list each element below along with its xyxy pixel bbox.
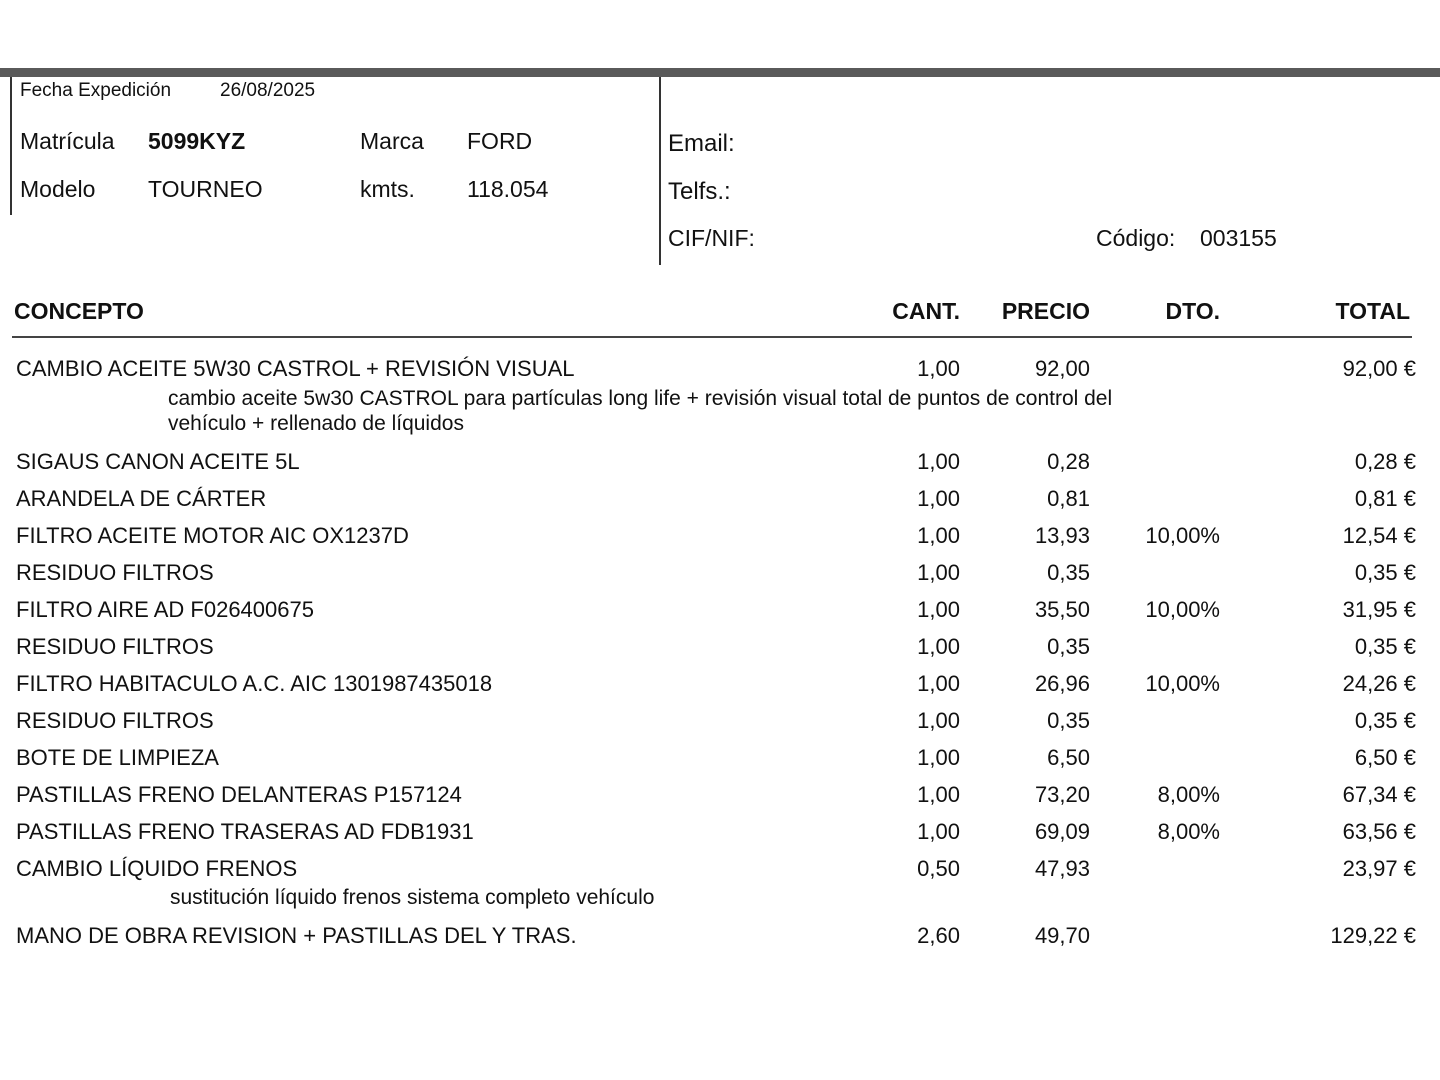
cell-total: 63,56 € — [1342, 819, 1416, 844]
cell-total: 0,81 € — [1354, 486, 1416, 511]
header-divider — [659, 77, 661, 265]
table-row — [0, 486, 1440, 516]
cif-label: CIF/NIF: — [668, 225, 755, 251]
cell-dto: 10,00% — [1145, 671, 1220, 696]
cell-concepto: RESIDUO FILTROS — [16, 634, 214, 659]
matricula-label: Matrícula — [20, 128, 115, 154]
cell-concepto: FILTRO HABITACULO A.C. AIC 1301987435018 — [16, 671, 493, 696]
table-row — [0, 634, 1440, 664]
cell-cant: 1,00 — [917, 449, 960, 474]
row-description: sustitución líquido frenos sistema completo vehículo — [170, 886, 655, 909]
cell-total: 0,28 € — [1354, 449, 1416, 474]
matricula-value: 5099KYZ — [148, 128, 246, 154]
header-left-border — [10, 77, 12, 215]
cell-concepto: PASTILLAS FRENO TRASERAS AD FDB1931 — [16, 819, 474, 844]
cell-concepto: PASTILLAS FRENO DELANTERAS P157124 — [16, 782, 462, 807]
cell-total: 23,97 € — [1342, 856, 1416, 881]
cell-precio: 0,81 — [1047, 486, 1090, 511]
table-row — [0, 560, 1440, 590]
cell-cant: 1,00 — [917, 356, 960, 381]
cell-cant: 1,00 — [917, 782, 960, 807]
codigo-label: Código: — [1096, 225, 1176, 251]
cell-precio: 0,35 — [1047, 708, 1090, 733]
table-row — [0, 708, 1440, 738]
cell-precio: 49,70 — [1034, 923, 1090, 948]
table-row — [0, 449, 1440, 479]
cell-cant: 1,00 — [917, 819, 960, 844]
cell-total: 0,35 € — [1354, 708, 1416, 733]
cell-cant: 1,00 — [917, 708, 960, 733]
cell-precio: 0,28 — [1047, 449, 1090, 474]
cell-concepto: CAMBIO LÍQUIDO FRENOS — [16, 856, 298, 881]
cell-precio: 26,96 — [1034, 671, 1090, 696]
table-row — [0, 856, 1440, 886]
cell-precio: 92,00 — [1034, 356, 1090, 381]
codigo-value: 003155 — [1200, 225, 1277, 251]
telfs-label: Telfs.: — [668, 178, 731, 205]
cell-concepto: FILTRO ACEITE MOTOR AIC OX1237D — [16, 523, 409, 548]
cell-concepto: FILTRO AIRE AD F026400675 — [16, 597, 314, 622]
table-row — [0, 356, 1440, 386]
col-header-precio: PRECIO — [1001, 298, 1090, 324]
cell-precio: 35,50 — [1034, 597, 1090, 622]
modelo-label: Modelo — [20, 176, 96, 202]
cell-precio: 0,35 — [1047, 634, 1090, 659]
fecha-value: 26/08/2025 — [220, 80, 316, 101]
fecha-label: Fecha Expedición — [20, 80, 172, 101]
cell-total: 92,00 € — [1342, 356, 1416, 381]
table-row — [0, 745, 1440, 775]
cell-concepto: SIGAUS CANON ACEITE 5L — [16, 449, 300, 474]
cell-precio: 73,20 — [1034, 782, 1090, 807]
marca-label: Marca — [360, 128, 424, 154]
row-description: vehículo + rellenado de líquidos — [168, 412, 464, 435]
cell-total: 24,26 € — [1342, 671, 1416, 696]
cell-total: 31,95 € — [1342, 597, 1416, 622]
cell-dto: 10,00% — [1145, 597, 1220, 622]
cell-cant: 1,00 — [917, 560, 960, 585]
email-label: Email: — [668, 130, 735, 157]
cell-cant: 0,50 — [917, 856, 960, 881]
cell-cant: 1,00 — [917, 745, 960, 770]
kmts-label: kmts. — [360, 176, 415, 202]
table-row — [0, 782, 1440, 812]
cell-total: 12,54 € — [1342, 523, 1416, 548]
modelo-value: TOURNEO — [148, 176, 263, 202]
cell-concepto: CAMBIO ACEITE 5W30 CASTROL + REVISIÓN VISUAL — [16, 356, 575, 381]
cell-precio: 13,93 — [1034, 523, 1090, 548]
cell-dto: 8,00% — [1157, 782, 1220, 807]
cell-total: 0,35 € — [1354, 560, 1416, 585]
col-header-cant: CANT. — [892, 298, 960, 324]
cell-concepto: RESIDUO FILTROS — [16, 560, 214, 585]
cell-precio: 0,35 — [1047, 560, 1090, 585]
cell-cant: 1,00 — [917, 523, 960, 548]
table-row — [0, 597, 1440, 627]
col-header-total: TOTAL — [1335, 298, 1410, 324]
cell-cant: 1,00 — [917, 597, 960, 622]
kmts-value: 118.054 — [467, 176, 549, 202]
row-description: cambio aceite 5w30 CASTROL para partículas long life + revisión visual total de puntos de control del — [168, 387, 1113, 410]
cell-total: 6,50 € — [1354, 745, 1416, 770]
cell-cant: 1,00 — [917, 671, 960, 696]
cell-concepto: ARANDELA DE CÁRTER — [16, 486, 267, 511]
cell-total: 129,22 € — [1330, 923, 1416, 948]
marca-value: FORD — [467, 128, 533, 154]
cell-cant: 1,00 — [917, 486, 960, 511]
col-header-concepto: CONCEPTO — [14, 298, 144, 324]
cell-dto: 10,00% — [1145, 523, 1220, 548]
cell-total: 67,34 € — [1342, 782, 1416, 807]
table-row — [0, 523, 1440, 553]
cell-precio: 6,50 — [1047, 745, 1090, 770]
table-row — [0, 923, 1440, 953]
cell-concepto: BOTE DE LIMPIEZA — [16, 745, 219, 770]
cell-concepto: MANO DE OBRA REVISION + PASTILLAS DEL Y TRAS. — [16, 923, 577, 948]
cell-cant: 1,00 — [917, 634, 960, 659]
cell-concepto: RESIDUO FILTROS — [16, 708, 214, 733]
cell-dto: 8,00% — [1157, 819, 1220, 844]
cell-total: 0,35 € — [1354, 634, 1416, 659]
cell-precio: 69,09 — [1034, 819, 1090, 844]
table-row — [0, 671, 1440, 701]
table-row — [0, 819, 1440, 849]
header-top-bar — [0, 68, 1440, 77]
cell-precio: 47,93 — [1034, 856, 1090, 881]
table-header-rule — [12, 336, 1412, 338]
cell-cant: 2,60 — [917, 923, 960, 948]
col-header-dto: DTO. — [1165, 298, 1220, 324]
